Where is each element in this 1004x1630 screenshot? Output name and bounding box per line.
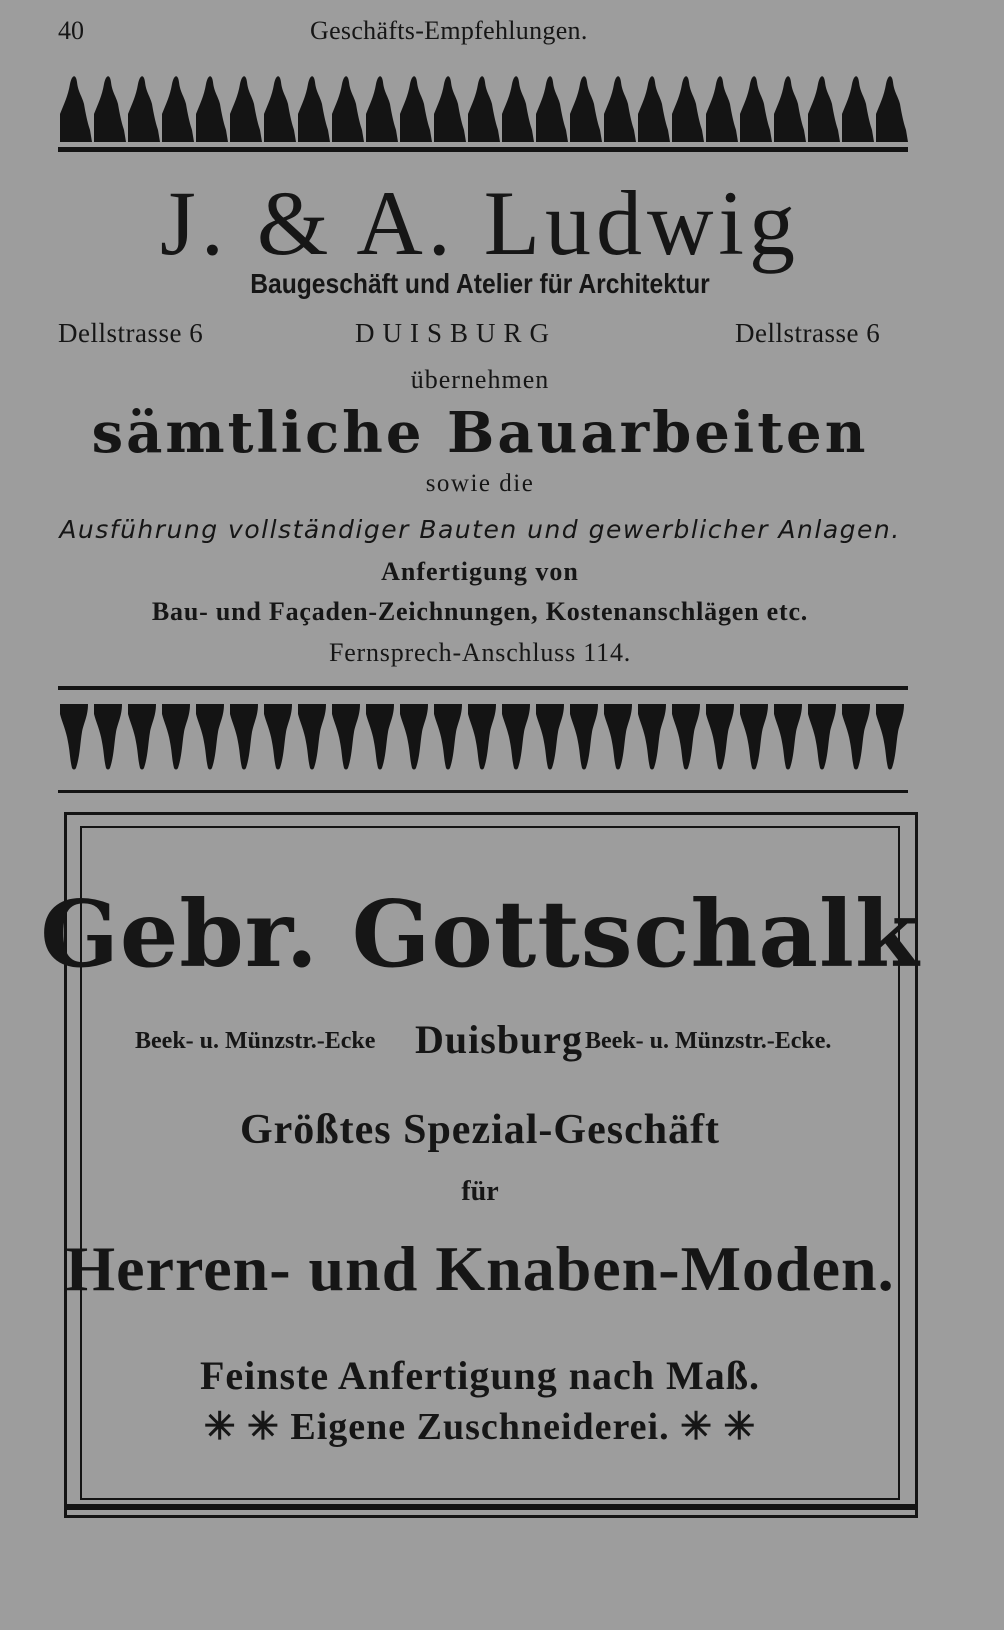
ludwig-as-well: sowie die xyxy=(425,470,535,497)
ornament-top-icon xyxy=(58,74,908,142)
ludwig-execution: Ausführung vollständiger Bauten und gewerblicher Anlagen. xyxy=(59,515,901,544)
gottschalk-tailoring: Feinste Anfertigung nach Maß. xyxy=(199,1353,761,1398)
ludwig-all-works: sämtliche Bauarbeiten xyxy=(91,400,869,466)
rule-middle-upper xyxy=(58,686,908,690)
gottschalk-city: Duisburg xyxy=(415,1017,584,1062)
ludwig-making-of: Anfertigung von xyxy=(381,557,579,586)
gottschalk-cutting: ✳ ✳ Eigene Zuschneiderei. ✳ ✳ xyxy=(203,1406,757,1448)
rule-top xyxy=(58,147,908,152)
gottschalk-fashion: Herren- und Knaben-Moden. xyxy=(65,1233,895,1304)
ludwig-phone: Fernsprech-Anschluss 114. xyxy=(328,638,632,667)
ludwig-city: DUISBURG xyxy=(355,318,558,348)
ludwig-drawings: Bau- und Façaden-Zeichnungen, Kostenanschlägen etc. xyxy=(151,597,809,626)
gottschalk-corner-right: Beek- u. Münzstr.-Ecke. xyxy=(585,1028,832,1054)
running-head: Geschäfts-Empfehlungen. xyxy=(310,16,588,45)
ludwig-take-over: übernehmen xyxy=(410,365,550,394)
gottschalk-frame-bar xyxy=(64,1504,918,1510)
ludwig-firm-name: J. & A. Ludwig xyxy=(160,172,800,274)
gottschalk-corner-left: Beek- u. Münzstr.-Ecke xyxy=(135,1028,376,1054)
ornament-bottom-icon xyxy=(58,704,908,770)
gottschalk-specialty: Größtes Spezial-Geschäft xyxy=(239,1107,721,1153)
gottschalk-firm-name: Gebr. Gottschalk xyxy=(40,880,920,988)
ludwig-street-left: Dellstrasse 6 xyxy=(58,318,204,348)
ludwig-subtitle: Baugeschäft und Atelier für Architektur xyxy=(250,268,710,299)
gottschalk-for: für xyxy=(461,1176,499,1207)
ludwig-street-right: Dellstrasse 6 xyxy=(735,318,881,348)
page-number: 40 xyxy=(58,16,84,45)
rule-middle-lower xyxy=(58,790,908,793)
